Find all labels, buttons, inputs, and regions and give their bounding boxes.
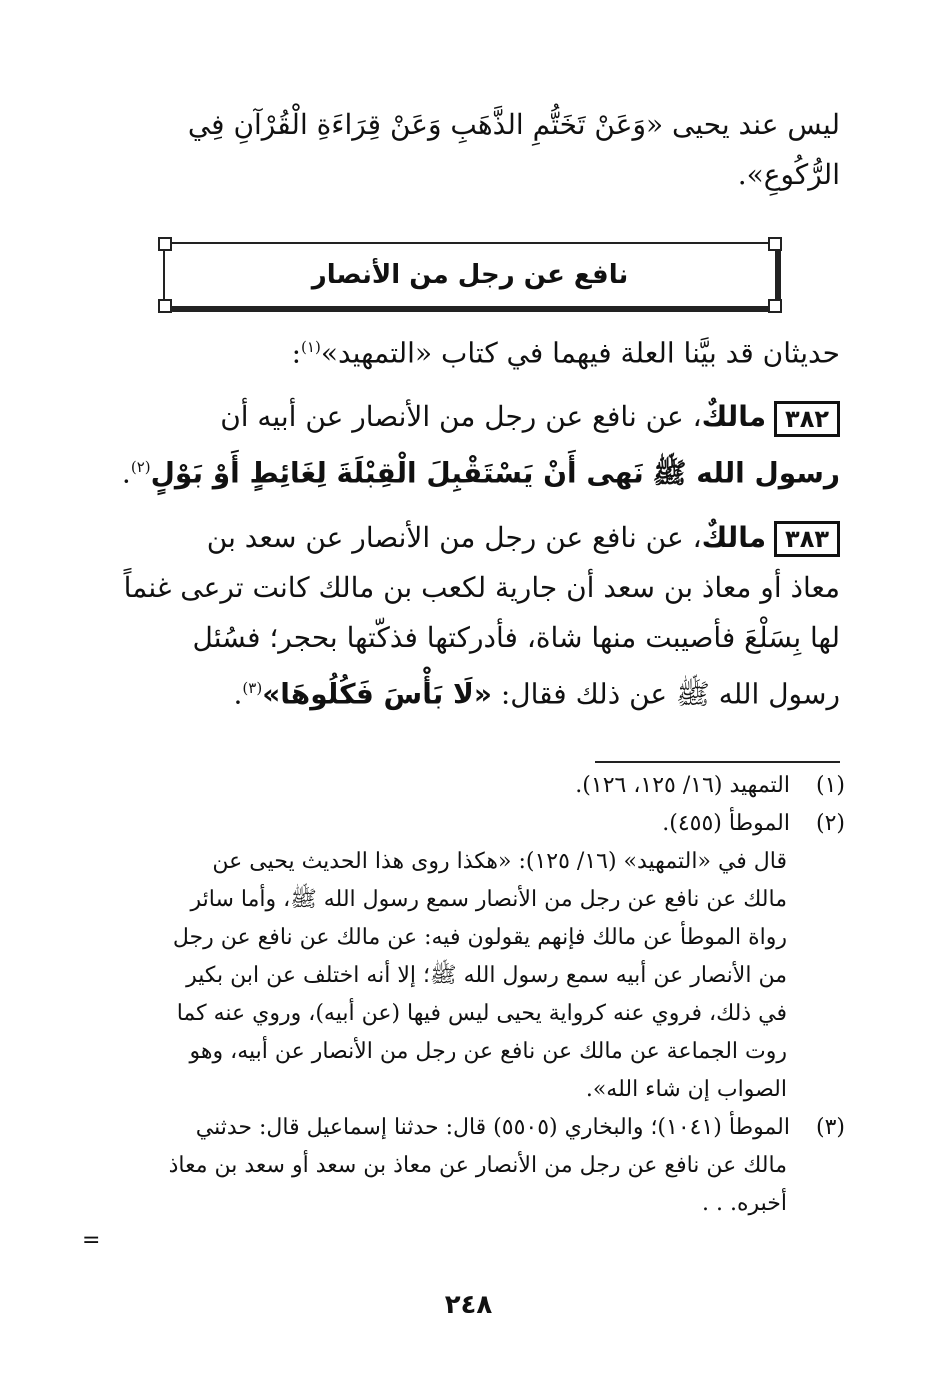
section-heading-box: [163, 242, 777, 308]
footnote-text: الموطأ (١٠٤١)؛ والبخاري (٥٥٠٥) قال: حدثنا إسماعيل قال: حدثني: [195, 1115, 790, 1140]
preface-paragraph: [100, 322, 840, 378]
corner-ornament: [768, 299, 782, 313]
footnote-2-line: قال في «التمهيد» (١٦/ ١٢٥): «هكذا روى هذا الحديث يحيى عن: [212, 849, 787, 874]
narrator-name: مالكٌ: [701, 400, 767, 434]
hadith-383: [100, 513, 840, 719]
intro-line-2: الرُّكُوعِ».: [737, 158, 840, 191]
footnote-number: (٣): [815, 1115, 845, 1140]
footnote-ref-2[interactable]: (٢): [130, 458, 151, 477]
hadith-383-line-1: [100, 513, 840, 563]
hadith-383-text-1: ، عن نافع عن رجل من الأنصار عن سعد بن: [206, 520, 702, 554]
page-body: [100, 100, 840, 719]
footnote-3-line: مالك عن نافع عن رجل من الأنصار عن معاذ بن سعد أو سعد بن معاذ: [168, 1153, 787, 1178]
footnote-1: [100, 767, 845, 805]
hadith-383-line-2: معاذ أو معاذ بن سعد أن جارية لكعب بن مالك كانت ترعى غنماً: [123, 570, 840, 604]
page-number: ٢٤٨: [444, 1290, 493, 1320]
hadith-382-line-2: [100, 442, 840, 498]
footnote-2-line: من الأنصار عن أبيه سمع رسول الله ﷺ؛ إلا أنه اختلف عن ابن بكير: [186, 963, 787, 988]
footnote-2: [100, 805, 845, 843]
hadith-number-badge: ٣٨٣: [774, 521, 840, 557]
corner-ornament: [158, 299, 172, 313]
hadith-number-badge: ٣٨٢: [774, 401, 840, 437]
hadith-382-line-1: [100, 392, 840, 442]
footnote-ref-3[interactable]: (٣): [242, 678, 263, 697]
preface-end: :: [291, 336, 302, 370]
hadith-382: [100, 392, 840, 498]
intro-paragraph: [100, 100, 840, 200]
footnote-2-line: مالك عن نافع عن رجل من الأنصار سمع رسول الله ﷺ، وأما سائر: [190, 887, 787, 912]
footnote-2-line: روت الجماعة عن مالك عن نافع عن رجل من الأنصار عن أبيه، وهو: [189, 1039, 787, 1064]
footnotes: [100, 755, 845, 1223]
corner-ornament: [158, 237, 172, 251]
hadith-383-line-4: [100, 663, 840, 719]
hadith-382-end: .: [121, 456, 131, 490]
hadith-383-matn: «لَا بَأْسَ فَكُلُوهَا»: [262, 676, 492, 710]
corner-ornament: [768, 237, 782, 251]
intro-line-1: ليس عند يحيى «وَعَنْ تَخَتُّمِ الذَّهَبِ وَعَنْ قِرَاءَةِ الْقُرْآنِ فِي: [187, 108, 840, 141]
footnote-3-line: أخبره. . .: [702, 1191, 787, 1216]
footnote-number: (١): [815, 773, 845, 798]
footnote-2-line: في ذلك، فروي عنه كرواية يحيى ليس فيها (عن أبيه)، وروي عنه كما: [176, 1001, 787, 1026]
hadith-383-line-3: لها بِسَلْعَ فأصيبت منها شاة، فأدركتها فذكّتها بحجر؛ فسُئل: [192, 620, 840, 654]
hadith-382-text-2: رسول الله ﷺ: [652, 456, 840, 490]
continuation-mark: =: [82, 1228, 101, 1253]
footnote-2-line: الصواب إن شاء الله».: [585, 1077, 787, 1102]
hadith-383-text-4: رسول الله ﷺ عن ذلك فقال:: [500, 676, 840, 710]
footnote-ref-1[interactable]: (١): [301, 338, 321, 356]
footnote-text: التمهيد (١٦/ ١٢٥، ١٢٦).: [575, 773, 790, 798]
footnote-3: [100, 1109, 845, 1147]
preface-text: حديثان قد بيَّنا العلة فيهما في كتاب «التمهيد»: [320, 336, 840, 370]
footnote-number: (٢): [815, 811, 845, 836]
narrator-name: مالكٌ: [701, 520, 767, 554]
section-heading: نافع عن رجل من الأنصار: [311, 260, 629, 290]
footnote-2-line: رواة الموطأ عن مالك فإنهم يقولون فيه: عن مالك عن نافع عن رجل: [172, 925, 787, 950]
preface-line: [100, 322, 840, 378]
footnote-text: الموطأ (٤٥٥).: [662, 811, 790, 836]
hadith-382-matn: نَهى أَنْ يَسْتَقْبِلَ الْقِبْلَةَ لِغَائِطٍ أَوْ بَوْلٍ: [150, 456, 644, 490]
hadith-383-end: .: [233, 676, 243, 710]
hadith-382-text-1: ، عن نافع عن رجل من الأنصار عن أبيه أن: [220, 400, 702, 434]
